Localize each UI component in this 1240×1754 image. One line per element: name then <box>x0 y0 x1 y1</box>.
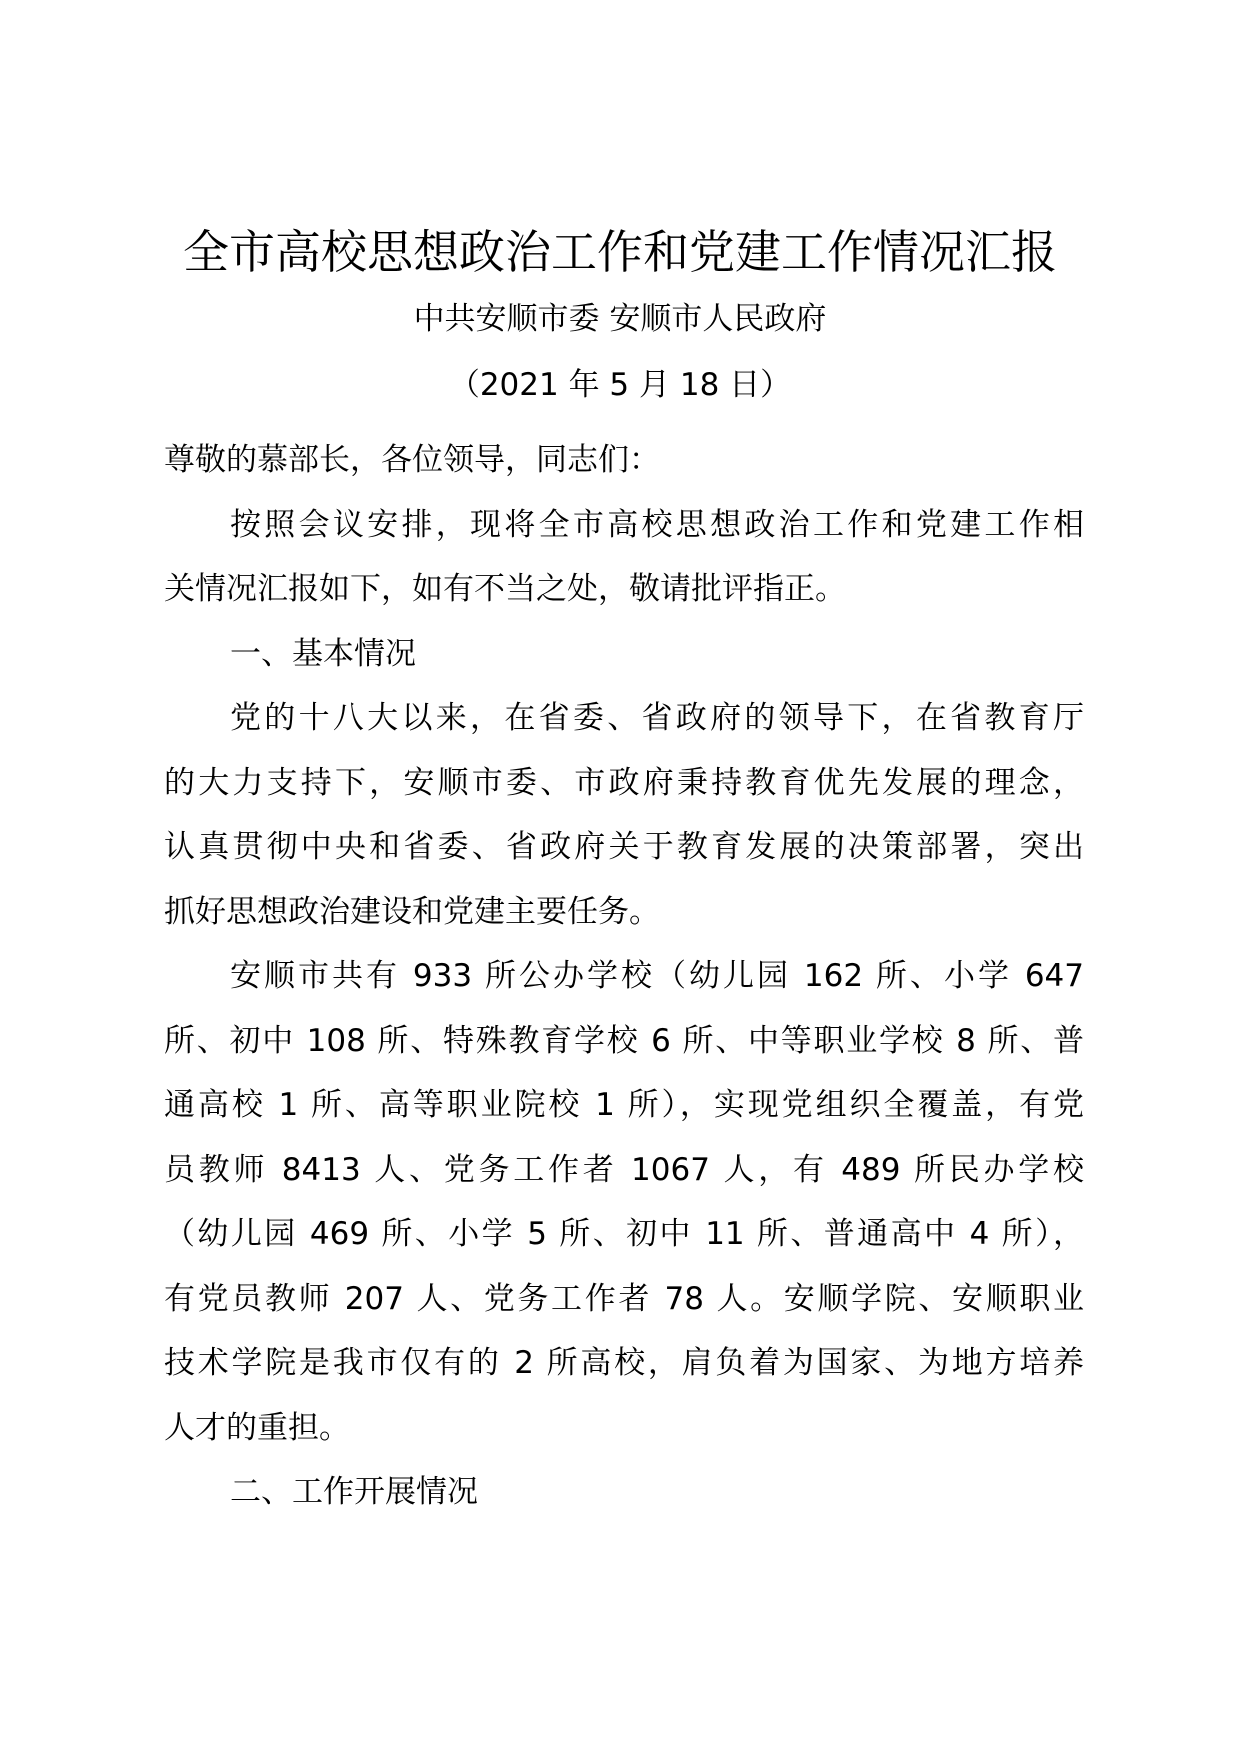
document-title: 全市高校思想政治工作和党建工作情况汇报 <box>183 225 1057 279</box>
paragraph-line: （幼儿园 469 所、小学 5 所、初中 11 所、普通高中 4 所）， <box>164 1216 1084 1252</box>
document-date: （2021 年 5 月 18 日） <box>448 367 792 403</box>
document-issuer: 中共安顺市委 安顺市人民政府 <box>413 301 827 337</box>
paragraph-line: 员教师 8413 人、党务工作者 1067 人，有 489 所民办学校 <box>164 1151 1084 1188</box>
paragraph-line: 抓好思想政治建设和党建主要任务。 <box>164 893 660 930</box>
paragraph-line: 技术学院是我市仅有的 2 所高校，肩负着为国家、为地方培养 <box>164 1345 1084 1381</box>
document-body <box>164 428 1084 1525</box>
section-heading: 一、基本情况 <box>230 635 416 672</box>
paragraph-line: 安顺市共有 933 所公办学校（幼儿园 162 所、小学 647 <box>230 958 1084 994</box>
section-heading: 二、工作开展情况 <box>230 1474 478 1510</box>
salutation: 尊敬的慕部长，各位领导，同志们： <box>164 442 660 478</box>
paragraph-line: 的大力支持下，安顺市委、市政府秉持教育优先发展的理念， <box>164 764 1084 801</box>
paragraph-line: 人才的重担。 <box>164 1409 350 1446</box>
paragraph-line: 党的十八大以来，在省委、省政府的领导下，在省教育厅 <box>230 700 1084 736</box>
paragraph-line: 认真贯彻中央和省委、省政府关于教育发展的决策部署，突出 <box>164 829 1084 865</box>
paragraph-line: 通高校 1 所、高等职业院校 1 所），实现党组织全覆盖，有党 <box>164 1087 1084 1123</box>
paragraph-line: 有党员教师 207 人、党务工作者 78 人。安顺学院、安顺职业 <box>164 1280 1084 1317</box>
paragraph-line: 按照会议安排，现将全市高校思想政治工作和党建工作相 <box>230 506 1084 543</box>
paragraph-line: 所、初中 108 所、特殊教育学校 6 所、中等职业学校 8 所、普 <box>164 1022 1084 1059</box>
paragraph-line: 关情况汇报如下，如有不当之处，敬请批评指正。 <box>164 571 846 607</box>
